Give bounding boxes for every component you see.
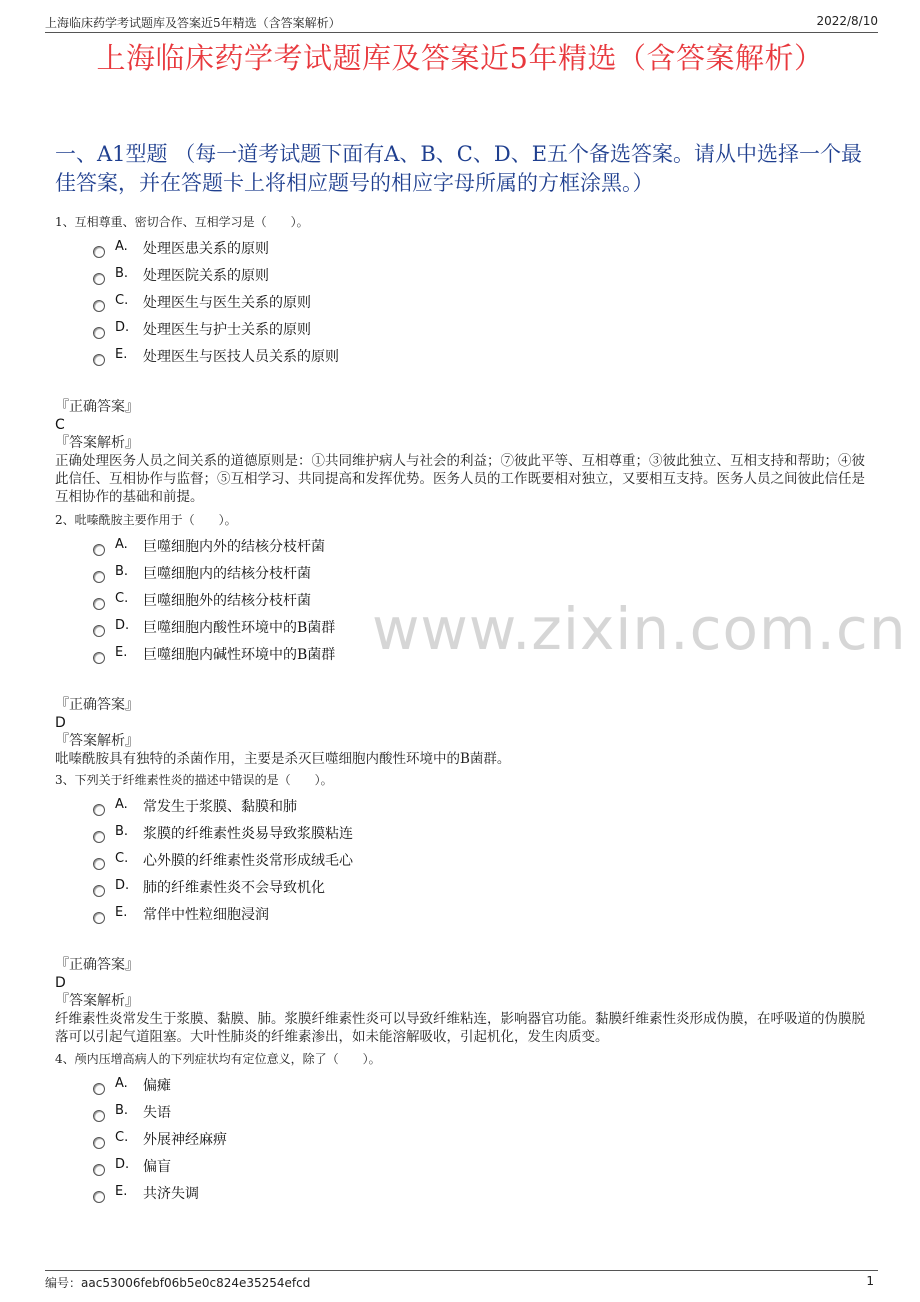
option-letter: D. xyxy=(115,1157,130,1172)
document-title: 上海临床药学考试题库及答案近5年精选（含答案解析） xyxy=(96,41,824,75)
radio-icon[interactable] xyxy=(93,1137,105,1149)
question-stem: 1、互相尊重、密切合作、互相学习是（ ）。 xyxy=(55,215,309,229)
option-e[interactable] xyxy=(55,903,870,930)
option-c[interactable] xyxy=(55,849,870,876)
option-a[interactable] xyxy=(55,1074,870,1101)
option-text: 巨噬细胞外的结核分枝杆菌 xyxy=(143,593,311,609)
option-letter: E. xyxy=(115,1184,128,1199)
option-text: 巨噬细胞内碱性环境中的B菌群 xyxy=(143,647,336,663)
option-text: 失语 xyxy=(143,1105,171,1121)
option-d[interactable] xyxy=(55,876,870,903)
option-letter: A. xyxy=(115,537,128,552)
footer-id-code: aac53006febf06b5e0c824e35254efcd xyxy=(81,1276,311,1290)
correct-answer: D xyxy=(55,975,66,991)
explanation-text: 纤维素性炎常发生于浆膜、黏膜、肺。浆膜纤维素性炎可以导致纤维粘连，影响器官功能。黏膜纤维素性炎形成伪膜，在呼吸道的伪膜脱落可以引起气道阻塞。大叶性肺炎的纤维素渗出，如未能溶解吸收，引起机化，发生肉质变。 xyxy=(55,1011,865,1045)
option-letter: C. xyxy=(115,1130,129,1145)
question-2 xyxy=(55,510,870,768)
option-text: 外展神经麻痹 xyxy=(143,1132,227,1148)
radio-icon[interactable] xyxy=(93,598,105,610)
radio-icon[interactable] xyxy=(93,1083,105,1095)
option-letter: A. xyxy=(115,1076,128,1091)
option-text: 处理医生与医技人员关系的原则 xyxy=(143,349,339,365)
explanation-text: 吡嗪酰胺具有独特的杀菌作用，主要是杀灭巨噬细胞内酸性环境中的B菌群。 xyxy=(55,751,511,767)
explanation-label: 『答案解析』 xyxy=(55,435,139,451)
page-header xyxy=(45,12,878,33)
correct-answer-label: 『正确答案』 xyxy=(55,399,139,415)
option-letter: B. xyxy=(115,266,129,281)
radio-icon[interactable] xyxy=(93,625,105,637)
option-letter: B. xyxy=(115,1103,129,1118)
option-e[interactable] xyxy=(55,643,870,670)
option-e[interactable] xyxy=(55,345,870,372)
option-text: 心外膜的纤维素性炎常形成绒毛心 xyxy=(143,853,353,869)
radio-icon[interactable] xyxy=(93,804,105,816)
radio-icon[interactable] xyxy=(93,544,105,556)
option-c[interactable] xyxy=(55,291,870,318)
explanation-text: 正确处理医务人员之间关系的道德原则是：①共同维护病人与社会的利益；⑦彼此平等、互相尊重；③彼此独立、互相支持和帮助；④彼此信任、互相协作与监督；⑤互相学习、共同提高和发挥优势。医务人员的工作既要相对独立，又要相互支持。医务人员之间彼此信任是互相协作的基础和前提。 xyxy=(55,453,865,505)
section-heading: 一、A1型题 （每一道考试题下面有A、B、C、D、E五个备选答案。请从中选择一个最佳答案，并在答题卡上将相应题号的相应字母所属的方框涂黑。） xyxy=(55,142,863,195)
explanation-label: 『答案解析』 xyxy=(55,993,139,1009)
question-1 xyxy=(55,212,870,506)
radio-icon[interactable] xyxy=(93,571,105,583)
footer-id-label: 编号： xyxy=(45,1276,82,1290)
option-c[interactable] xyxy=(55,589,870,616)
option-letter: D. xyxy=(115,618,130,633)
option-c[interactable] xyxy=(55,1128,870,1155)
option-text: 常伴中性粒细胞浸润 xyxy=(143,907,269,923)
radio-icon[interactable] xyxy=(93,912,105,924)
option-letter: D. xyxy=(115,878,130,893)
explanation-label: 『答案解析』 xyxy=(55,733,139,749)
radio-icon[interactable] xyxy=(93,1164,105,1176)
option-text: 处理医患关系的原则 xyxy=(143,241,269,257)
option-text: 常发生于浆膜、黏膜和肺 xyxy=(143,799,297,815)
question-stem: 4、颅内压增高病人的下列症状均有定位意义，除了（ ）。 xyxy=(55,1052,381,1066)
option-letter: C. xyxy=(115,851,129,866)
option-letter: C. xyxy=(115,591,129,606)
question-stem: 3、下列关于纤维素性炎的描述中错误的是（ ）。 xyxy=(55,773,333,787)
option-letter: A. xyxy=(115,797,128,812)
option-text: 偏盲 xyxy=(143,1159,171,1175)
option-text: 处理医生与医生关系的原则 xyxy=(143,295,311,311)
option-b[interactable] xyxy=(55,562,870,589)
page-number: 1 xyxy=(866,1274,874,1288)
question-3 xyxy=(55,770,870,1046)
header-title: 上海临床药学考试题库及答案近5年精选（含答案解析） xyxy=(45,16,341,30)
option-letter: A. xyxy=(115,239,128,254)
correct-answer-label: 『正确答案』 xyxy=(55,957,139,973)
correct-answer: D xyxy=(55,715,66,731)
watermark: www.zixin.com.cn xyxy=(372,595,907,663)
option-letter: B. xyxy=(115,564,129,579)
radio-icon[interactable] xyxy=(93,858,105,870)
option-a[interactable] xyxy=(55,795,870,822)
question-stem: 2、吡嗪酰胺主要作用于（ ）。 xyxy=(55,513,237,527)
option-letter: E. xyxy=(115,905,128,920)
option-a[interactable] xyxy=(55,535,870,562)
option-d[interactable] xyxy=(55,318,870,345)
option-b[interactable] xyxy=(55,822,870,849)
option-text: 巨噬细胞内酸性环境中的B菌群 xyxy=(143,620,336,636)
option-text: 巨噬细胞内的结核分枝杆菌 xyxy=(143,566,311,582)
radio-icon[interactable] xyxy=(93,652,105,664)
radio-icon[interactable] xyxy=(93,1191,105,1203)
option-d[interactable] xyxy=(55,616,870,643)
option-text: 肺的纤维素性炎不会导致机化 xyxy=(143,880,325,896)
option-d[interactable] xyxy=(55,1155,870,1182)
radio-icon[interactable] xyxy=(93,354,105,366)
footer-id xyxy=(45,1274,310,1291)
question-4 xyxy=(55,1049,870,1209)
option-text: 处理医生与护士关系的原则 xyxy=(143,322,311,338)
radio-icon[interactable] xyxy=(93,327,105,339)
radio-icon[interactable] xyxy=(93,246,105,258)
option-b[interactable] xyxy=(55,1101,870,1128)
option-a[interactable] xyxy=(55,237,870,264)
option-text: 偏瘫 xyxy=(143,1078,171,1094)
option-text: 共济失调 xyxy=(143,1186,199,1202)
correct-answer-label: 『正确答案』 xyxy=(55,697,139,713)
radio-icon[interactable] xyxy=(93,885,105,897)
option-letter: E. xyxy=(115,347,128,362)
option-letter: C. xyxy=(115,293,129,308)
option-letter: D. xyxy=(115,320,130,335)
option-e[interactable] xyxy=(55,1182,870,1209)
option-letter: B. xyxy=(115,824,129,839)
radio-icon[interactable] xyxy=(93,273,105,285)
radio-icon[interactable] xyxy=(93,1110,105,1122)
page-footer xyxy=(45,1270,878,1291)
option-b[interactable] xyxy=(55,264,870,291)
option-text: 浆膜的纤维素性炎易导致浆膜粘连 xyxy=(143,826,353,842)
radio-icon[interactable] xyxy=(93,831,105,843)
option-letter: E. xyxy=(115,645,128,660)
option-text: 巨噬细胞内外的结核分枝杆菌 xyxy=(143,539,325,555)
correct-answer: C xyxy=(55,417,65,433)
radio-icon[interactable] xyxy=(93,300,105,312)
header-date: 2022/8/10 xyxy=(816,14,878,28)
option-text: 处理医院关系的原则 xyxy=(143,268,269,284)
